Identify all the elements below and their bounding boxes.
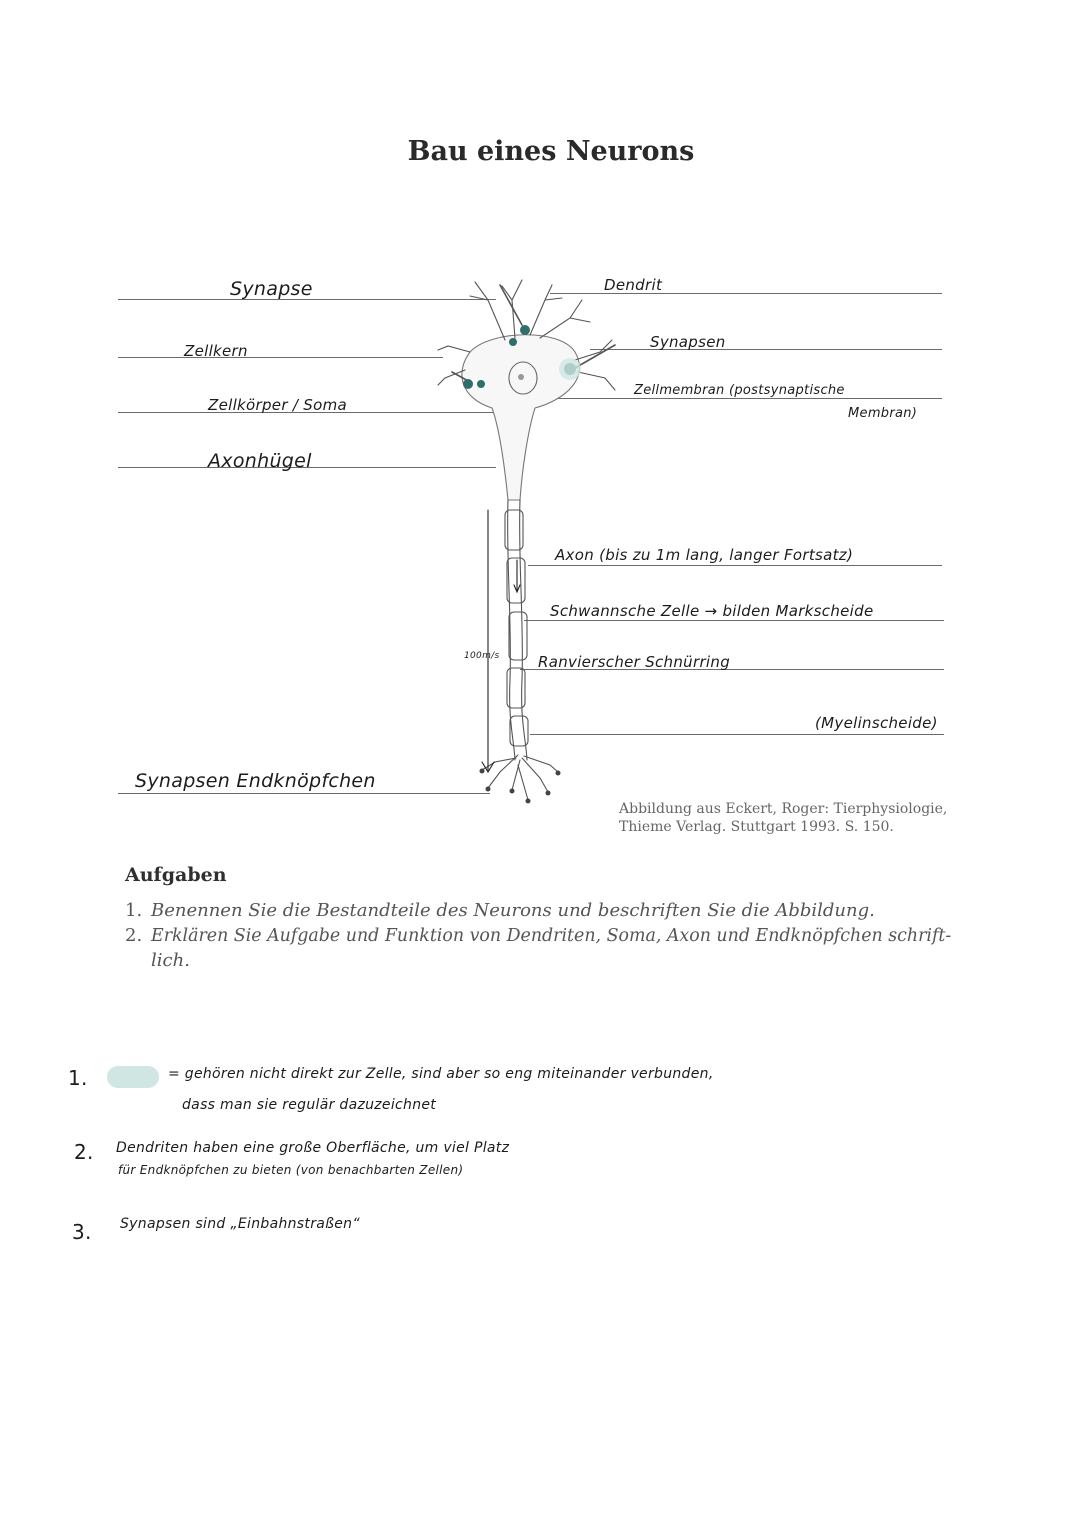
label-myelin: (Myelinscheide) xyxy=(815,714,938,732)
label-schwann: Schwannsche Zelle → bilden Markscheide xyxy=(550,602,874,620)
task-item xyxy=(125,898,875,923)
label-dendrit: Dendrit xyxy=(604,276,663,294)
tasks-heading: Aufgaben xyxy=(125,864,227,886)
label-speed: 100m/s xyxy=(464,651,500,661)
answer-1-line-2: dass man sie regulär dazuzeichnet xyxy=(182,1097,437,1113)
task-item xyxy=(125,923,951,949)
answer-2-line-1: Dendriten haben eine große Oberfläche, um viel Platz xyxy=(116,1140,510,1156)
answer-2-line-2: für Endknöpfchen zu bieten (von benachbarten Zellen) xyxy=(118,1163,464,1177)
task-number: 1. xyxy=(125,900,143,921)
label-zellkoerper: Zellkörper / Soma xyxy=(208,396,347,414)
answer-number: 2. xyxy=(74,1140,94,1164)
label-endknoepfchen: Synapsen Endknöpfchen xyxy=(135,770,376,792)
label-zellmembran: Zellmembran (postsynaptische xyxy=(634,383,845,398)
label-synapsen: Synapsen xyxy=(650,333,726,351)
highlight-marker xyxy=(107,1066,159,1088)
answer-1-line-1: = gehören nicht direkt zur Zelle, sind aber so eng miteinander verbunden, xyxy=(168,1066,714,1082)
caption-line-2: Thieme Verlag. Stuttgart 1993. S. 150. xyxy=(619,819,894,835)
task-text: Erklären Sie Aufgabe und Funktion von Dendriten, Soma, Axon und Endknöpfchen schrift- xyxy=(151,926,952,946)
task-item xyxy=(125,948,190,973)
answer-3-line-1: Synapsen sind „Einbahnstraßen“ xyxy=(120,1216,360,1232)
caption-line-1: Abbildung aus Eckert, Roger: Tierphysiologie, xyxy=(619,801,948,817)
answer-number: 3. xyxy=(72,1220,92,1244)
task-text: lich. xyxy=(151,950,190,971)
task-text: Benennen Sie die Bestandteile des Neurons und beschriften Sie die Abbildung. xyxy=(151,900,875,921)
label-zellkern: Zellkern xyxy=(184,342,248,360)
task-number: 2. xyxy=(125,925,143,946)
label-membran: Membran) xyxy=(848,406,918,421)
label-synapse: Synapse xyxy=(230,278,313,300)
page-title: Bau eines Neurons xyxy=(407,136,695,167)
figure-caption xyxy=(619,800,947,836)
label-axonhuegel: Axonhügel xyxy=(208,450,312,472)
answer-number: 1. xyxy=(68,1066,88,1090)
label-ranvier: Ranvierscher Schnürring xyxy=(538,653,731,671)
label-axon: Axon (bis zu 1m lang, langer Fortsatz) xyxy=(555,546,854,564)
